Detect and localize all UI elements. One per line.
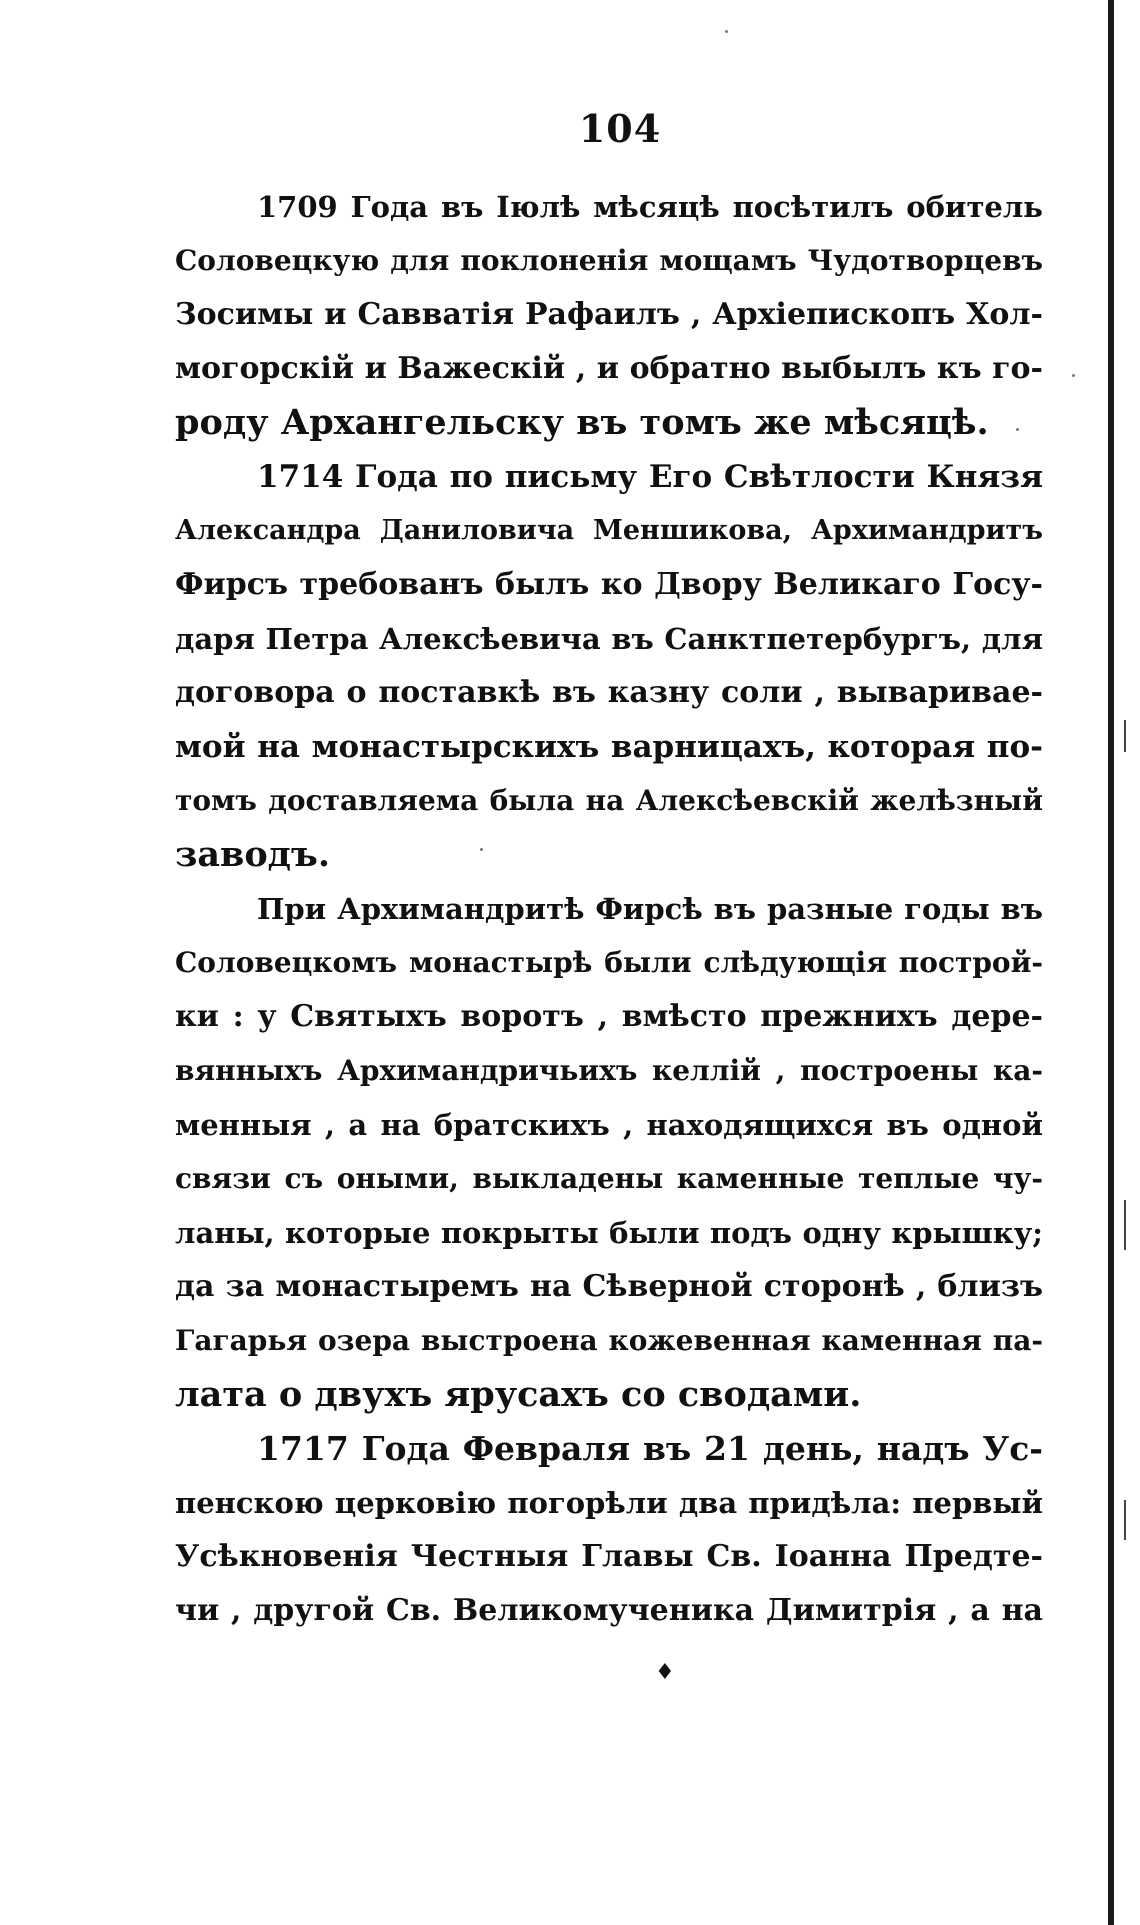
scan-speck <box>725 30 728 33</box>
text-line: вянныхъ Архимандричьихъ келлій , построены ка- <box>175 1054 1043 1087</box>
page-number: 104 <box>578 106 662 151</box>
text-line: ланы, которые покрыты были подъ одну крышку; <box>175 1216 1043 1250</box>
text-line: Соловецкую для поклоненія мощамъ Чудотворцевъ <box>175 244 1043 277</box>
text-line: заводъ. <box>175 834 331 875</box>
body-text <box>175 180 1043 1638</box>
text-line: Фирсъ требованъ былъ ко Двору Великаго Госу- <box>175 567 1043 602</box>
text-line: ки : у Святыхъ воротъ , вмѣсто прежнихъ дере- <box>175 999 1043 1034</box>
edge-mark <box>1124 1200 1126 1250</box>
text-line: могорскій и Важескій , и обратно выбылъ къ го- <box>175 351 1043 386</box>
edge-mark <box>1124 1500 1126 1540</box>
text-line: чи , другой Св. Великомученика Димитрія , а на <box>175 1593 1043 1628</box>
text-line: договора о поставкѣ въ казну соли , вывариваe- <box>175 675 1043 710</box>
text-line: да за монастыремъ на Сѣверной сторонѣ , близъ <box>175 1269 1043 1304</box>
text-line: Гагарья озера выстроена кожевенная каменная па- <box>175 1324 1043 1357</box>
text-line: При Архимандритѣ Фирсѣ въ разные годы въ <box>257 892 1043 926</box>
text-line: пенскою церковію погорѣли два придѣла: первый <box>175 1486 1043 1520</box>
text-line: роду Архангельску въ томъ же мѣсяцѣ. <box>175 402 989 443</box>
text-line: связи съ оными, выкладены каменные теплые чу- <box>175 1162 1043 1195</box>
text-line: Усѣкновенія Честныя Главы Св. Іоанна Предте- <box>175 1539 1043 1574</box>
text-line: томъ доставляема была на Алексѣевскій желѣзный <box>175 784 1043 817</box>
page-binding-edge <box>1108 0 1114 1925</box>
text-line: Зосимы и Савватія Рафаилъ , Архіепископъ Хол- <box>175 297 1043 332</box>
scan-speck <box>1072 374 1075 377</box>
text-line: 1717 Года Февраля въ 21 день, надъ Ус- <box>257 1429 1043 1468</box>
ornament-mark: ♦ <box>655 1660 675 1685</box>
text-line: лата о двухъ ярусахъ со сводами. <box>175 1374 862 1415</box>
text-line: мой на монастырскихъ варницахъ, которая по- <box>175 729 1043 765</box>
text-line: Соловецкомъ монастырѣ были слѣдующія построй- <box>175 946 1043 979</box>
text-line: 1714 Года по письму Его Свѣтлости Князя <box>257 459 1043 495</box>
text-line: 1709 Года въ Іюлѣ мѣсяцѣ посѣтилъ обитель <box>257 190 1043 224</box>
text-line: даря Петра Алексѣевича въ Санктпетербургъ, для <box>175 622 1043 656</box>
edge-mark <box>1124 720 1126 752</box>
text-line: менныя , а на братскихъ , находящихся въ одной <box>175 1108 1043 1142</box>
text-line: Александра Даниловича Меншикова, Архимандритъ <box>175 515 1043 546</box>
